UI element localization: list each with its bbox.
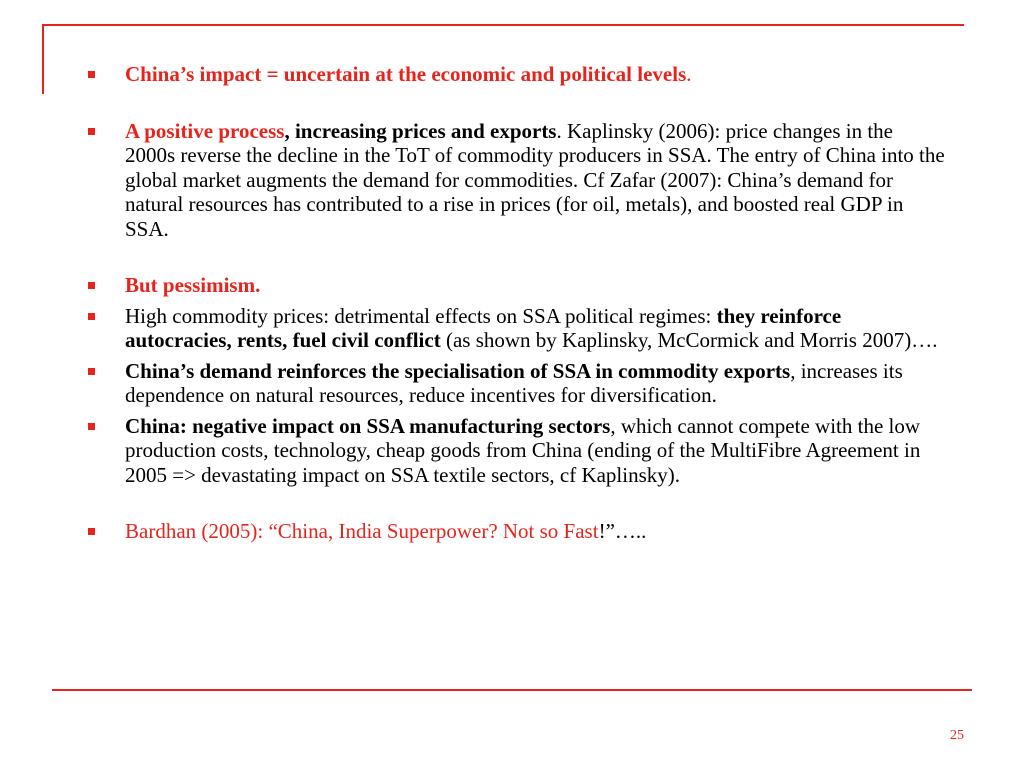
bullet-item-manufacturing xyxy=(88,414,948,488)
bullet-item-specialisation xyxy=(88,359,948,408)
bullet-text-red: Bardhan (2005): “China, India Superpower? Not so Fast xyxy=(125,519,599,543)
bullet-item-bardhan xyxy=(88,519,948,544)
bullet-text: , increases its dependence on natural resources, reduce incentives for diversification. xyxy=(125,358,903,407)
page-number: 25 xyxy=(950,728,964,743)
bullet-square-icon xyxy=(88,128,95,135)
left-rule xyxy=(42,24,44,94)
bullet-text-bold: they reinforce autocracies, rents, fuel civil conflict xyxy=(125,303,842,352)
bullet-text-bold-red: A positive process xyxy=(125,118,285,143)
bullet-list xyxy=(88,62,948,544)
bullet-text-bold-red: But pessimism. xyxy=(125,273,261,297)
bullet-text-bold: , increasing prices and exports xyxy=(284,118,557,143)
top-rule xyxy=(42,24,964,26)
bullet-text: . Kaplinsky (2006): price changes in the 2000s reverse the decline in the ToT of commodity producers in SSA. The entry of China into the global market augments the demand for commodities. Cf Zafar (2007): China’s demand for natural resources has contributed to a rise in prices (for oil, metals), and boosted real GDP in SSA. xyxy=(125,118,945,241)
bullet-square-icon xyxy=(88,368,95,375)
bullet-text-bold: China: negative impact on SSA manufacturing sectors xyxy=(125,413,611,438)
bullet-text-bold-red: China’s impact = uncertain at the economic and political levels xyxy=(125,62,687,86)
bullet-square-icon xyxy=(88,528,95,535)
bullet-square-icon xyxy=(88,423,95,430)
bullet-item-china-impact xyxy=(88,62,948,87)
bullet-item-positive-process xyxy=(88,119,948,242)
bullet-item-pessimism xyxy=(88,273,948,298)
bullet-square-icon xyxy=(88,313,95,320)
bullet-text-bold: China’s demand reinforces the specialisation of SSA in commodity exports xyxy=(125,358,791,383)
bullet-text: , which cannot compete with the low production costs, technology, cheap goods from China (ending of the MultiFibre Agreement in 2005 => devastating impact on SSA textile sectors, cf Kaplinsky). xyxy=(125,413,921,487)
bullet-text: !”….. xyxy=(598,519,647,543)
bullet-text: High commodity prices: detrimental effects on SSA political regimes: xyxy=(125,303,717,328)
bullet-text-red: . xyxy=(686,62,692,86)
bottom-rule xyxy=(52,689,972,691)
bullet-square-icon xyxy=(88,71,95,78)
bullet-square-icon xyxy=(88,282,95,289)
bullet-text: (as shown by Kaplinsky, McCormick and Morris 2007)…. xyxy=(440,328,938,352)
bullet-item-commodity-prices xyxy=(88,304,948,353)
